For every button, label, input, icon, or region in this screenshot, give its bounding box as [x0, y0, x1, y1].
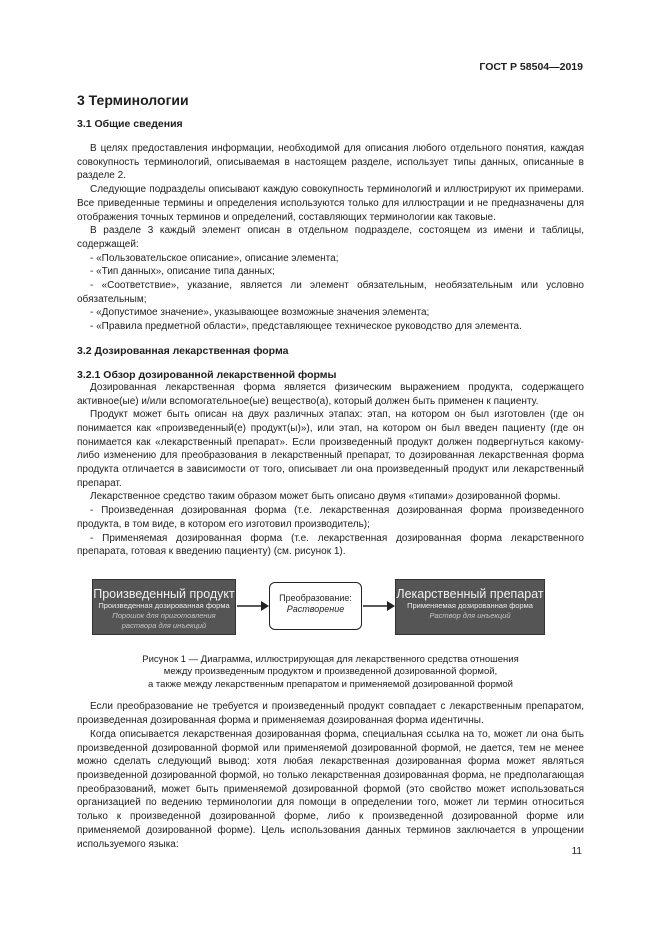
list-item: - «Пользовательское описание», описание элемента; [90, 252, 339, 264]
list-item: - Применяемая дозированная форма (т.е. лекарственная дозированная форма лекарственного препарата, готовая к введению пациенту) (см. рисунок 1). [77, 532, 584, 558]
list-item: - «Тип данных», описание типа данных; [90, 266, 275, 278]
caption-line: между произведенным продуктом и произведенной дозированной формой, [163, 666, 498, 678]
list-item: - Произведенная дозированная форма (т.е. лекарственная дозированная форма произведенного продукта, в том виде, в котором его изготовил производитель); [77, 505, 584, 530]
arrow-right-icon [237, 599, 269, 613]
figure-diagram [77, 573, 584, 643]
paragraph: Продукт может быть описан на двух различных этапах: этап, на котором он был изготовлен (где он понимается как «произведенный(е) продукт(ы)»), или этап, на котором он был введен пациенту (где он понимается как «лекарственный препарат». Если произведенный продукт должен подвергнуться какому-либо изменению для преобразования в лекарственный препарат, то дозированная лекарственная форма продукта отличается в зависимости от того, описывает ли она произведенный продукт или лекарственный препарат. [77, 409, 584, 489]
caption-line: а также между лекарственным препаратом и применяемой дозированной формой [148, 678, 513, 690]
administrable-example: Раствор для инъекций [429, 610, 511, 620]
paragraph: Дозированная лекарственная форма является физическим выражением продукта, содержащего активное(ые) и/или вспомогательное(ые) вещество(а), который должен быть применен к пациенту. [77, 381, 584, 407]
figure-caption [77, 654, 584, 692]
list-item: - «Соответствие», указание, является ли элемент обязательным, необязательным или условно обязательным; [77, 280, 584, 305]
transformation-label: Преобразование: [279, 592, 352, 603]
administrable-dose-form-label: Применяемая дозированная форма [407, 600, 533, 610]
caption-line: Рисунок 1 — Диаграмма, иллюстрирующая для лекарственного средства отношения [142, 653, 519, 665]
paragraph: В разделе 3 каждый элемент описан в отдельном подразделе, состоящем из имени и таблицы, содержащей: [77, 225, 584, 250]
page-content [77, 92, 584, 851]
page-number: 11 [571, 846, 582, 857]
manufactured-example-line2: раствора для инъекций [121, 620, 207, 630]
paragraph: Когда описывается лекарственная дозированная форма, специальная ссылка на то, может ли она быть произведенной дозированной формой или применяемой дозированной формой, не дается, тем не менее можно сделать следующий вывод: хотя любая лекарственная дозированная форма может являться произведенной дозированной формой, но только лекарственная дозированная форма, не предполагающая преобразований, может быть применяемой дозированной формой (это свойство может использоваться организацией по ведению терминологии для помощи в определении того, может ли термин относиться только к произведенной дозированной форме, либо к произведенной дозированной форме или применяемой дозированной форме). Цель использования данных терминов заключается в упрощении используемого языка: [77, 728, 584, 850]
arrow-right-icon [363, 599, 395, 613]
manufactured-product-title: Произведенный продукт [93, 586, 235, 601]
paragraph: Лекарственное средство таким образом может быть описано двумя «типами» дозированной формы. [90, 491, 561, 503]
medicinal-product-title: Лекарственный препарат [396, 586, 544, 601]
section-title: 3 Терминологии [77, 92, 189, 108]
subsection-title-3-1: 3.1 Общие сведения [77, 118, 183, 130]
document-id: ГОСТ Р 58504—2019 [479, 61, 583, 73]
manufactured-example-line1: Порошок для приготовления [112, 610, 216, 620]
medicinal-product-box [395, 579, 545, 635]
list-item: - «Допустимое значение», указывающее возможные значения элемента; [90, 307, 430, 319]
transformation-box [269, 582, 362, 630]
manufactured-product-box [92, 579, 236, 635]
subsection-title-3-2-1: 3.2.1 Обзор дозированной лекарственной формы [77, 368, 337, 381]
subsection-title-3-2: 3.2 Дозированная лекарственная форма [77, 344, 289, 357]
manufactured-dose-form-label: Произведенная дозированная форма [98, 600, 230, 610]
transformation-type: Растворение [286, 603, 345, 614]
paragraph: Если преобразование не требуется и произведенный продукт совпадает с лекарственным препаратом, произведенная дозированная форма и применяемая дозированная форма идентичны. [77, 701, 584, 727]
paragraph: Следующие подразделы описывают каждую совокупность терминологий и иллюстрируют их примерами. Все приведенные термины и определения используются только для иллюстрации и не предназначены для отображения точных терминов и определений, составляющих терминологии как таковые. [77, 184, 584, 223]
list-item: - «Правила предметной области», представляющее техническое руководство для элемента. [90, 321, 522, 333]
paragraph: В целях предоставления информации, необходимой для описания любого отдельного понятия, каждая совокупность терминологий, описываемая в настоящем разделе, использует типы данных, описанные в разделе 2. [77, 143, 584, 182]
